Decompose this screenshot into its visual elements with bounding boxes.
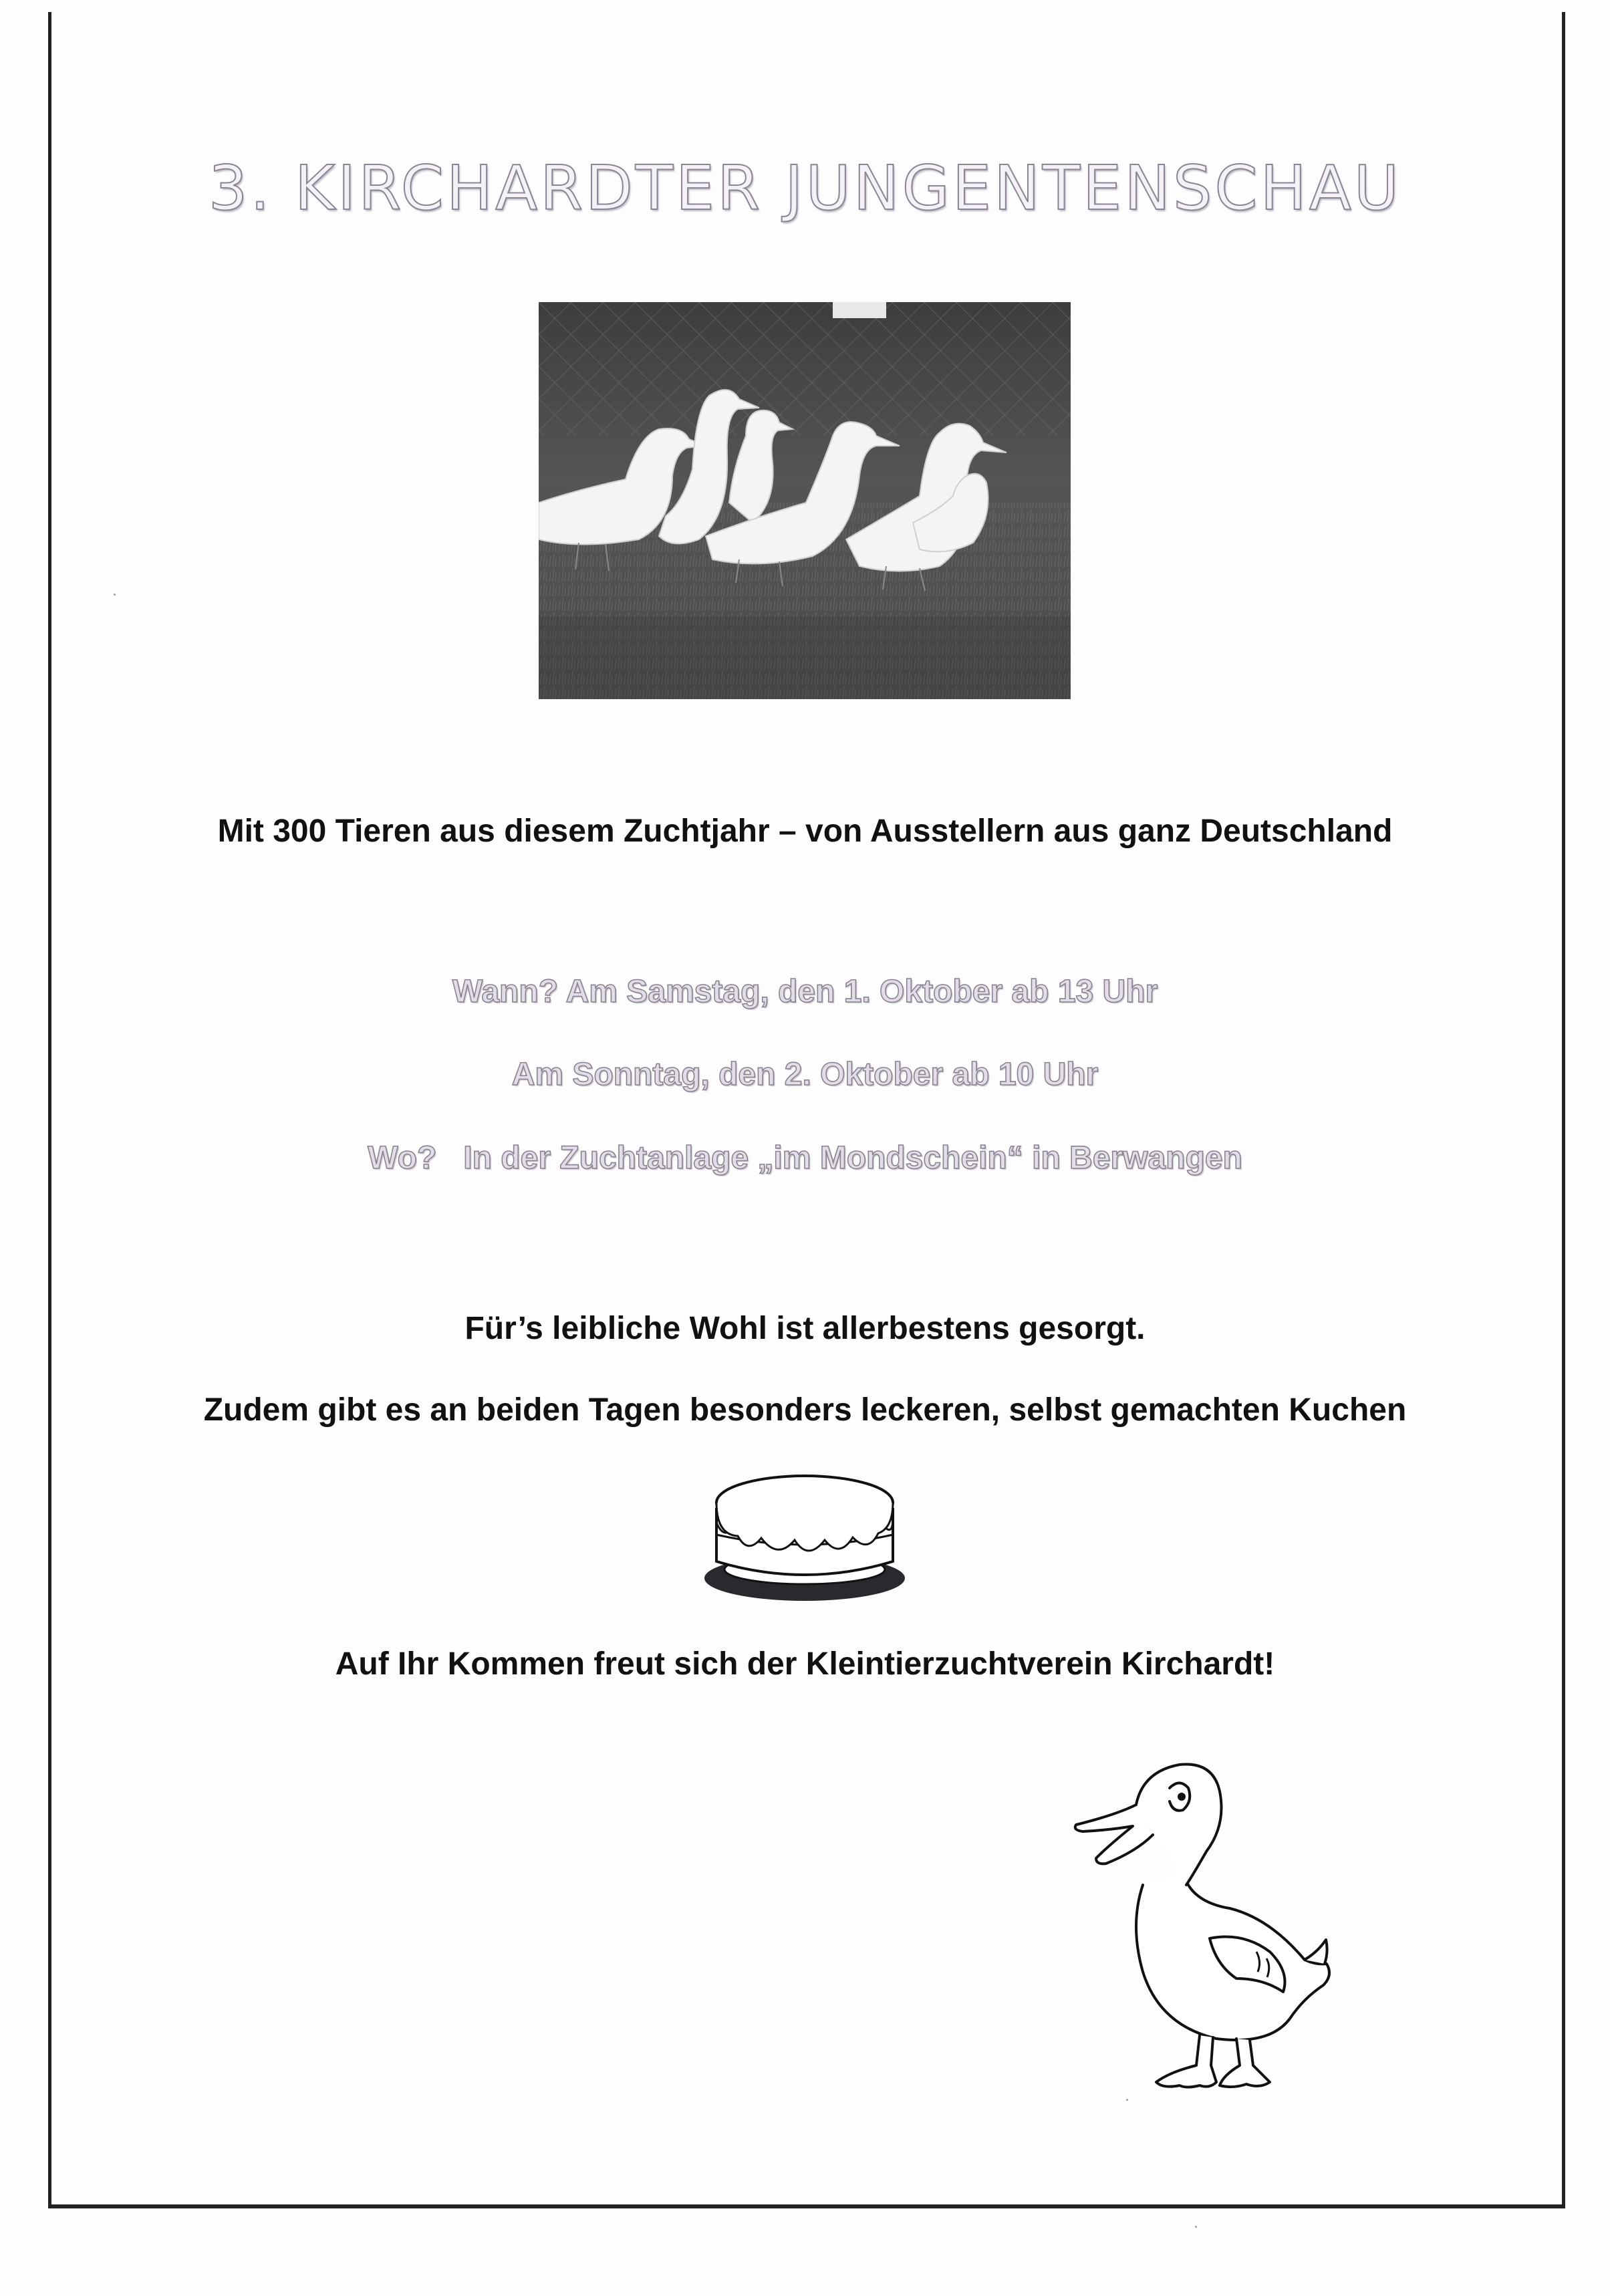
cartoon-duck-icon: [1069, 1751, 1337, 2112]
white-ducks-photo: [539, 302, 1071, 699]
closing-text: Auf Ihr Kommen freut sich der Kleintierzuchtverein Kirchardt!: [335, 1646, 1275, 1682]
intro-text: Mit 300 Tieren aus diesem Zuchtjahr – von Ausstellern aus ganz Deutschland: [217, 813, 1393, 849]
scan-speck: [1195, 2226, 1197, 2228]
where-location: Wo? In der Zuchtanlage „im Mondschein“ in Berwangen: [368, 1140, 1242, 1176]
when-saturday: Wann? Am Samstag, den 1. Oktober ab 13 Uhr: [452, 974, 1158, 1009]
cake-text: Zudem gibt es an beiden Tagen besonders leckeren, selbst gemachten Kuchen: [203, 1392, 1407, 1428]
when-sunday: Am Sonntag, den 2. Oktober ab 10 Uhr: [511, 1057, 1099, 1092]
food-text: Für’s leibliche Wohl ist allerbestens gesorgt.: [464, 1311, 1146, 1346]
scan-speck: [114, 594, 116, 596]
scan-speck: [1126, 2099, 1128, 2101]
cake-icon: [698, 1461, 912, 1608]
poster-title: 3. KIRCHARDTER JUNGENTENSCHAU: [208, 152, 1402, 224]
